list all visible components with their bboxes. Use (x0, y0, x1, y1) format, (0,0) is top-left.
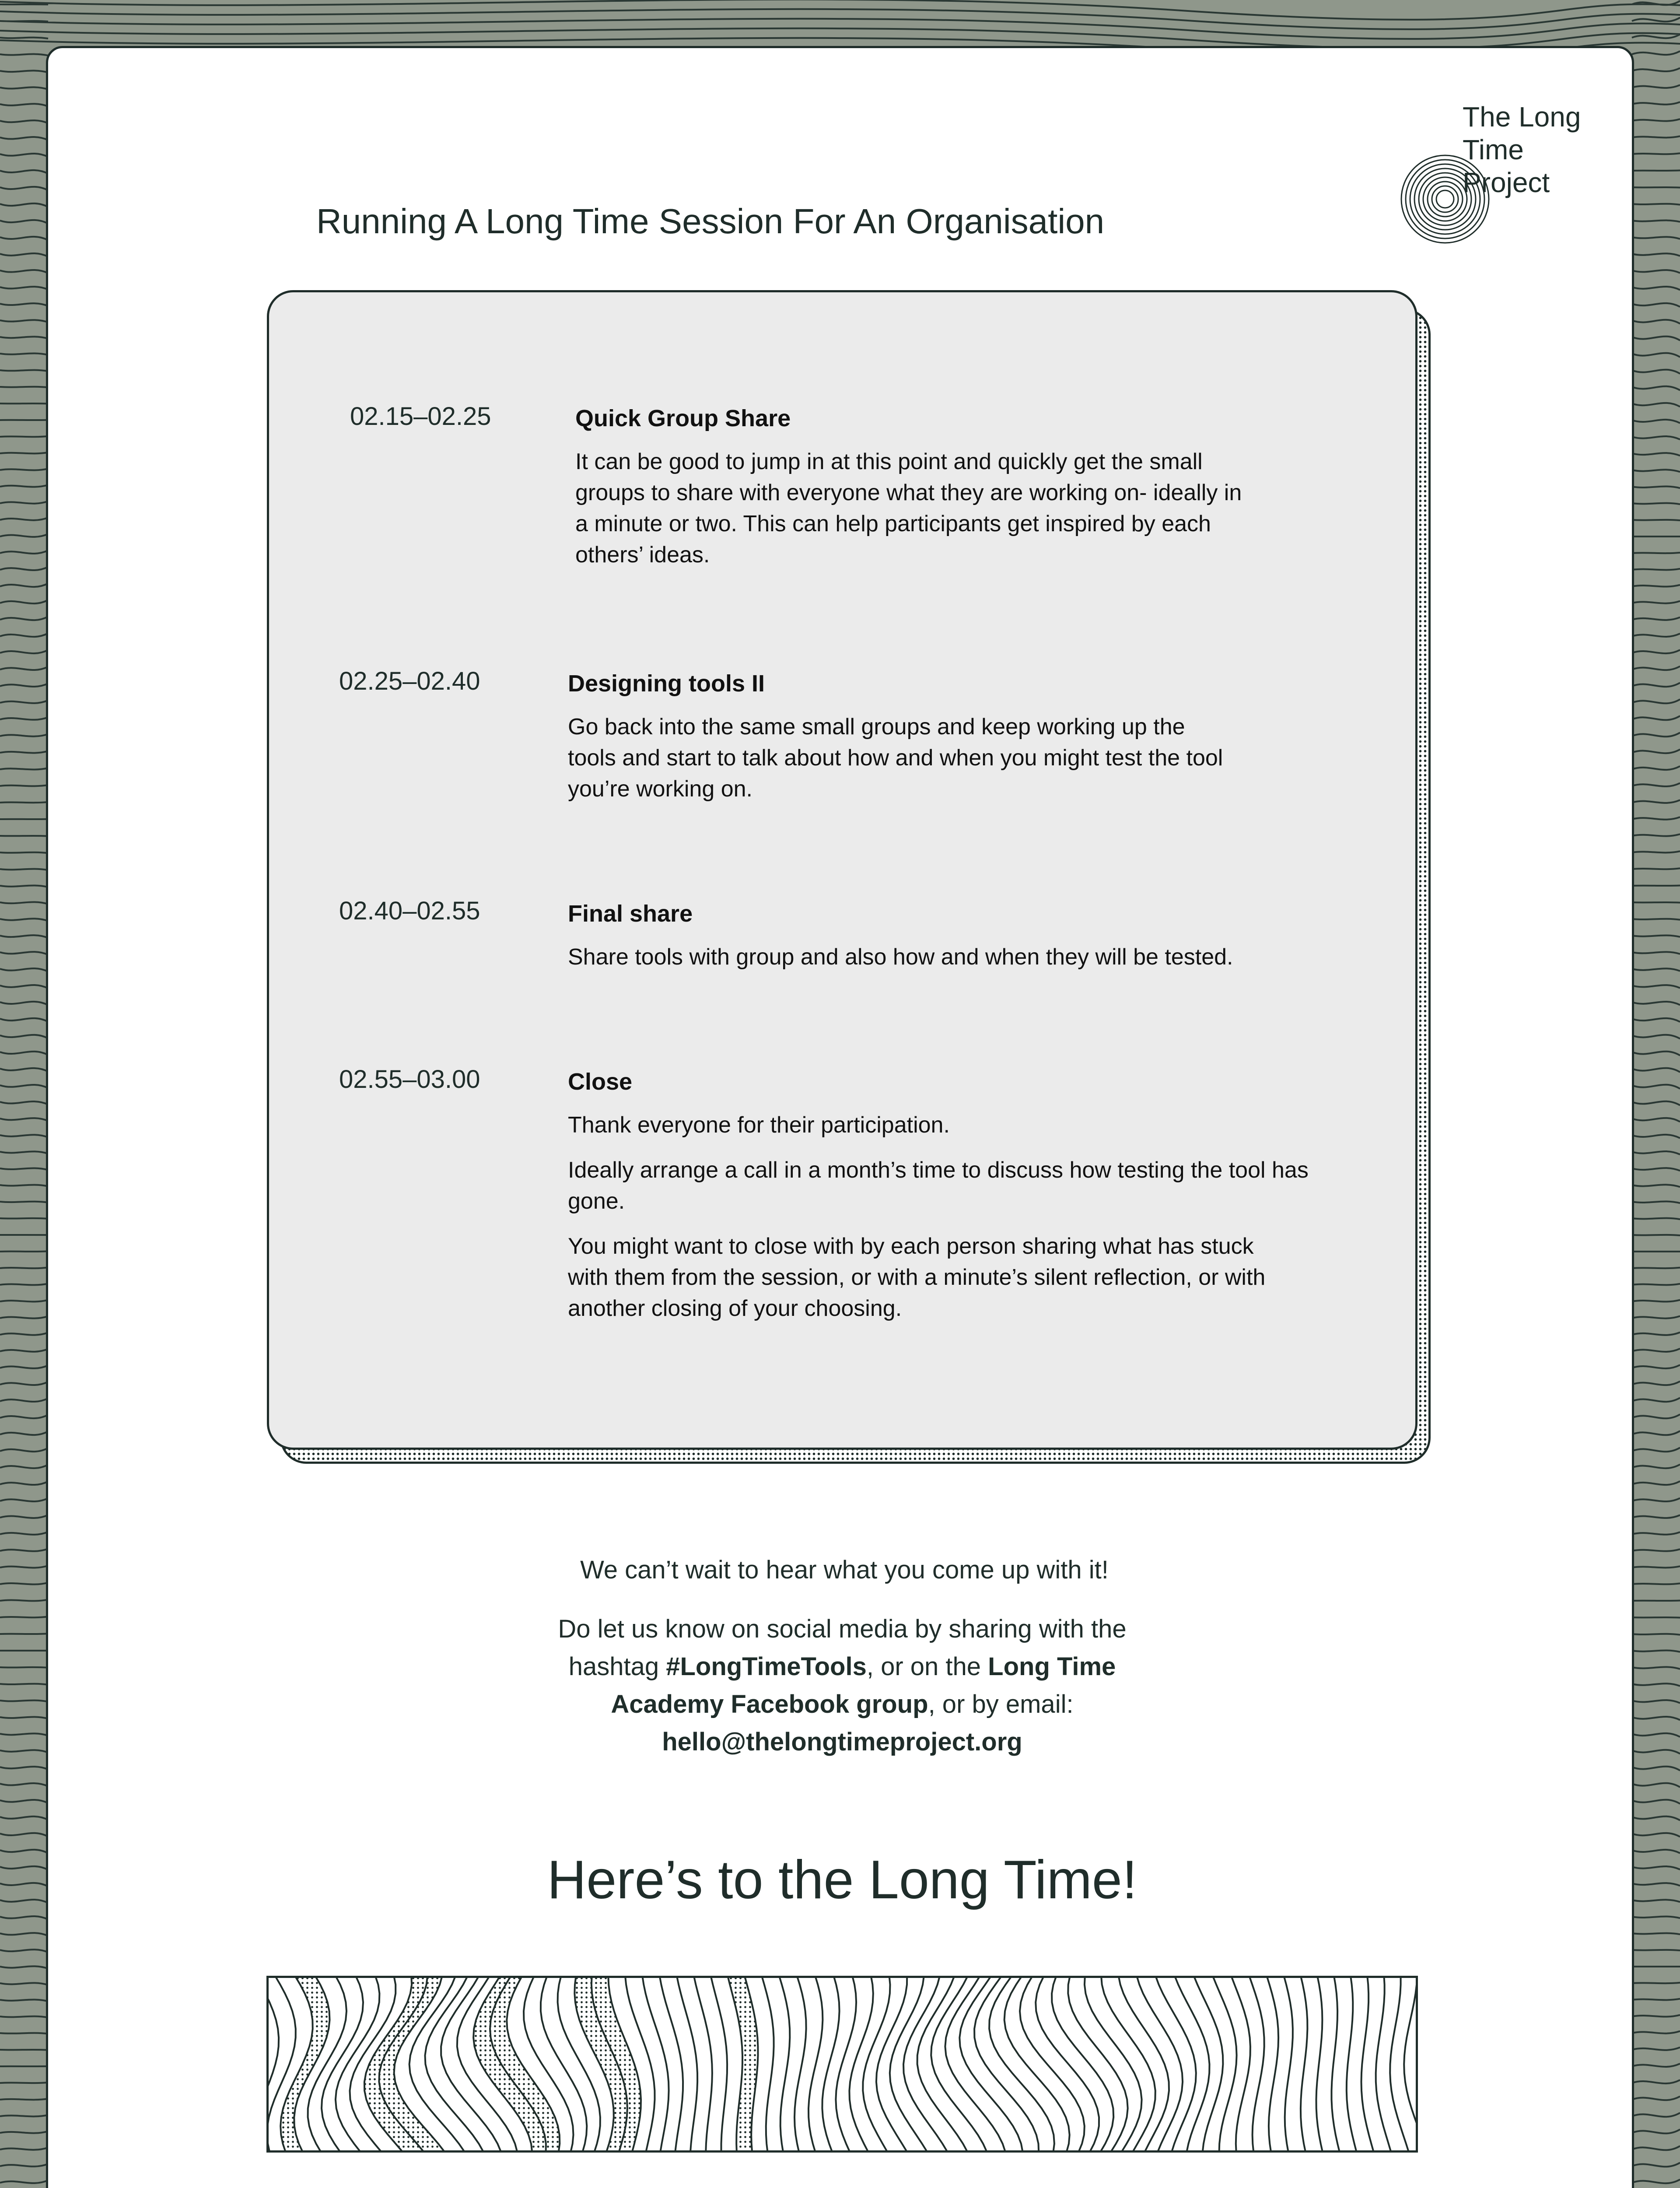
logo-line: Time (1463, 134, 1524, 165)
agenda-card (267, 290, 1418, 1450)
facebook-group-link[interactable]: Long Time Academy Facebook group (611, 1652, 1116, 1718)
agenda-entry-title: Designing tools II (568, 670, 765, 697)
agenda-entry-text: Ideally arrange a call in a month’s time to discuss how testing the tool has gone. (568, 1157, 1309, 1214)
page-title: Running A Long Time Session For An Organisation (316, 202, 1105, 241)
agenda-entry-title: Quick Group Share (575, 405, 791, 431)
outro-text: Do let us know on social media by sharing with the hashtag (558, 1615, 1127, 1681)
agenda-entry-title: Close (568, 1069, 633, 1095)
agenda-entry-text: Go back into the same small groups and keep working up the tools and start to talk about how and when you might test the tool you’re working on. (568, 714, 1223, 802)
logo-text (1463, 101, 1581, 199)
outro-text: , or by email: (928, 1690, 1074, 1718)
hashtag-text: #LongTimeTools (666, 1652, 867, 1681)
wavy-line-pattern (266, 1976, 1418, 2153)
agenda-entry (568, 900, 1312, 987)
agenda-time: 02.15–02.25 (350, 402, 491, 431)
agenda-entry-text: You might want to close with by each person sharing what has stuck with them from the session, or with a minute’s silent reflection, or with another closing of your choosing. (568, 1234, 1266, 1321)
logo-line: The Long (1463, 101, 1581, 133)
agenda-entry-text: Share tools with group and also how and when they will be tested. (568, 944, 1233, 970)
outro-social-text (532, 1610, 1153, 1761)
outro-paragraph (532, 1610, 1153, 1761)
email-link[interactable]: hello@thelongtimeproject.org (662, 1728, 1022, 1756)
outro-line-1: We can’t wait to hear what you come up with it! (580, 1556, 1109, 1584)
closing-headline: Here’s to the Long Time! (547, 1850, 1138, 1910)
agenda-entry (568, 670, 1312, 819)
logo-line: Project (1463, 167, 1550, 198)
agenda-entry-text: It can be good to jump in at this point and quickly get the small groups to share with everyone what they are working on- ideally in a minute or two. This can help participants get inspired by each others’ ideas. (575, 449, 1242, 568)
agenda-entry-text: Thank everyone for their participation. (568, 1112, 950, 1138)
agenda-time: 02.25–02.40 (339, 667, 480, 695)
document-page (46, 46, 1634, 2188)
outro-text: , or on the (866, 1652, 988, 1681)
agenda-time: 02.55–03.00 (339, 1065, 480, 1094)
agenda-entry (575, 404, 1319, 585)
agenda-time: 02.40–02.55 (339, 897, 480, 925)
agenda-entry-title: Final share (568, 901, 693, 927)
agenda-entry (568, 1068, 1320, 1338)
